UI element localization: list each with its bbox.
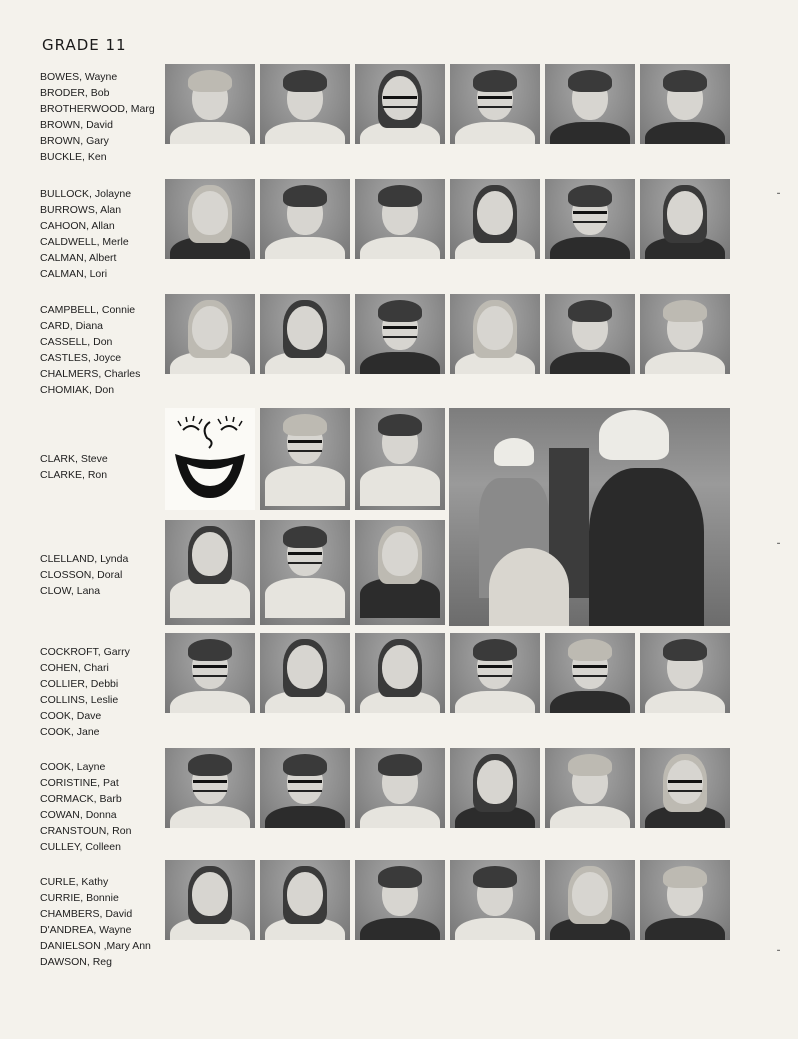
- student-portrait: [545, 179, 635, 259]
- student-portrait: [545, 633, 635, 713]
- student-name: COLLINS, Leslie: [40, 694, 119, 706]
- student-portrait: [450, 64, 540, 144]
- student-name: COWAN, Donna: [40, 809, 117, 821]
- group-candid-photo: [449, 408, 730, 626]
- name-list-row-7: [40, 759, 160, 855]
- student-portrait: [260, 179, 350, 259]
- student-portrait: [260, 633, 350, 713]
- student-portrait: [165, 748, 255, 828]
- student-portrait: [165, 294, 255, 374]
- student-name: BUCKLE, Ken: [40, 151, 107, 163]
- student-portrait: [165, 633, 255, 713]
- student-name: CALMAN, Albert: [40, 252, 117, 264]
- student-name: BURROWS, Alan: [40, 204, 122, 216]
- student-portrait: [260, 860, 350, 940]
- student-name: CURRIE, Bonnie: [40, 892, 119, 904]
- student-portrait: [545, 294, 635, 374]
- name-list-row-8: [40, 874, 160, 970]
- student-portrait: [355, 633, 445, 713]
- cartoon-face-drawing: [165, 408, 255, 510]
- student-portrait: [545, 64, 635, 144]
- name-list-row-5: [40, 551, 160, 599]
- student-name: CALDWELL, Merle: [40, 236, 129, 248]
- student-portrait: [355, 860, 445, 940]
- student-portrait: [355, 294, 445, 374]
- student-portrait: [640, 633, 730, 713]
- student-portrait: [640, 860, 730, 940]
- student-portrait: [355, 520, 445, 625]
- student-portrait: [165, 860, 255, 940]
- student-name: CALMAN, Lori: [40, 268, 108, 280]
- student-portrait: [165, 179, 255, 259]
- student-portrait: [640, 179, 730, 259]
- student-portrait: [355, 748, 445, 828]
- student-name: DAWSON, Reg: [40, 956, 112, 968]
- binder-mark: ⁃: [776, 946, 781, 957]
- student-portrait: [450, 294, 540, 374]
- student-name: CAHOON, Allan: [40, 220, 115, 232]
- name-list-row-4: [40, 451, 160, 483]
- student-portrait: [355, 408, 445, 510]
- student-name: COOK, Layne: [40, 761, 106, 773]
- student-portrait: [450, 860, 540, 940]
- student-portrait: [450, 179, 540, 259]
- student-name: DANIELSON ,Mary Ann: [40, 940, 151, 952]
- student-name: COHEN, Chari: [40, 662, 109, 674]
- student-portrait: [450, 748, 540, 828]
- student-name: CLARK, Steve: [40, 453, 108, 465]
- student-portrait: [640, 294, 730, 374]
- student-name: D'ANDREA, Wayne: [40, 924, 132, 936]
- student-portrait: [260, 64, 350, 144]
- student-name: COCKROFT, Garry: [40, 646, 130, 658]
- binder-mark: ⁃: [776, 539, 781, 550]
- student-name: CHAMBERS, David: [40, 908, 133, 920]
- student-name: CAMPBELL, Connie: [40, 304, 136, 316]
- student-portrait: [260, 520, 350, 625]
- student-name: BROTHERWOOD, Marg: [40, 103, 155, 115]
- page-title: GRADE 11: [42, 36, 127, 54]
- student-name: BROWN, Gary: [40, 135, 109, 147]
- student-name: BROWN, David: [40, 119, 113, 131]
- student-portrait: [545, 748, 635, 828]
- student-name: CLARKE, Ron: [40, 469, 108, 481]
- student-portrait: [355, 64, 445, 144]
- student-name: BRODER, Bob: [40, 87, 110, 99]
- name-list-row-3: [40, 302, 160, 398]
- student-name: CLELLAND, Lynda: [40, 553, 129, 565]
- student-name: CARD, Diana: [40, 320, 104, 332]
- student-name: COOK, Jane: [40, 726, 100, 738]
- student-name: CORMACK, Barb: [40, 793, 122, 805]
- student-name: CURLE, Kathy: [40, 876, 109, 888]
- student-portrait: [640, 64, 730, 144]
- student-portrait: [355, 179, 445, 259]
- student-name: CASTLES, Joyce: [40, 352, 122, 364]
- name-list-row-6: [40, 644, 160, 740]
- student-portrait: [450, 633, 540, 713]
- binder-mark: ⁃: [776, 189, 781, 200]
- student-portrait: [260, 294, 350, 374]
- student-name: CORISTINE, Pat: [40, 777, 119, 789]
- student-name: COOK, Dave: [40, 710, 102, 722]
- student-name: BOWES, Wayne: [40, 71, 118, 83]
- student-name: CLOSSON, Doral: [40, 569, 123, 581]
- student-name: COLLIER, Debbi: [40, 678, 119, 690]
- student-portrait: [640, 748, 730, 828]
- student-name: CULLEY, Colleen: [40, 841, 121, 853]
- student-portrait: [260, 748, 350, 828]
- student-portrait: [165, 520, 255, 625]
- student-portrait: [545, 860, 635, 940]
- student-name: CHOMIAK, Don: [40, 384, 115, 396]
- student-portrait: [165, 64, 255, 144]
- student-name: BULLOCK, Jolayne: [40, 188, 132, 200]
- student-name: CRANSTOUN, Ron: [40, 825, 132, 837]
- student-name: CHALMERS, Charles: [40, 368, 141, 380]
- name-list-row-1: [40, 69, 160, 165]
- student-name: CLOW, Lana: [40, 585, 101, 597]
- student-portrait: [260, 408, 350, 510]
- name-list-row-2: [40, 186, 160, 282]
- student-name: CASSELL, Don: [40, 336, 113, 348]
